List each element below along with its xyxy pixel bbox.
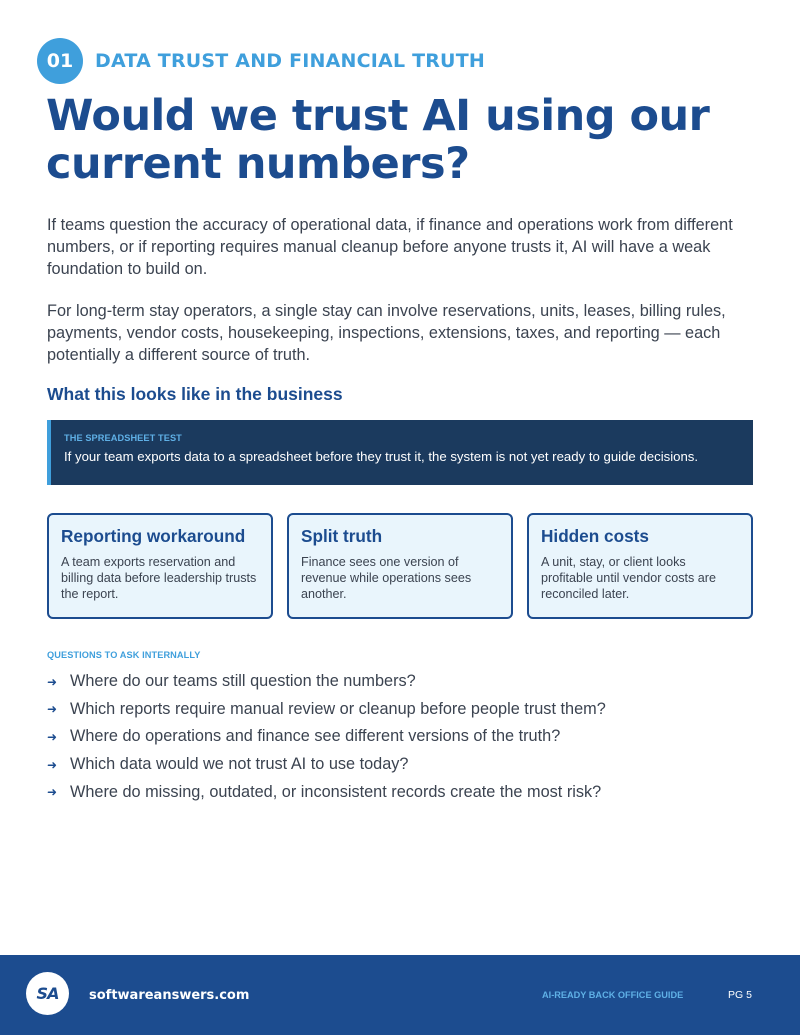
list-item [47, 778, 606, 806]
card-title: Split truth [301, 526, 383, 546]
arrow-right-icon: ➜ [47, 674, 58, 689]
page-title [46, 92, 746, 188]
business-subheading: What this looks like in the business [47, 384, 343, 404]
card-hidden-costs [527, 513, 753, 619]
softwareanswers-logo [26, 972, 69, 1015]
card-text: Finance sees one version of revenue while operations sees another. [301, 555, 472, 601]
logo-text: SA [36, 984, 59, 1003]
list-item [47, 751, 606, 779]
arrow-right-icon: ➜ [47, 702, 58, 717]
card-title: Hidden costs [541, 526, 649, 546]
section-header [37, 38, 485, 84]
card-text: A unit, stay, or client looks profitable until vendor costs are reconciled later. [541, 555, 717, 601]
page-title-line-2: current numbers? [46, 139, 470, 189]
spreadsheet-test-callout [47, 420, 753, 485]
page-number: PG 5 [728, 989, 752, 1001]
arrow-right-icon: ➜ [47, 729, 58, 744]
list-item [47, 668, 606, 696]
context-paragraph: For long-term stay operators, a single stay can involve reservations, units, leases, billing rules, payments, vendor costs, housekeeping, inspections, extensions, taxes, and reporting — each potentially a different source of truth. [47, 302, 726, 364]
callout-label: THE SPREADSHEET TEST [64, 433, 182, 443]
question-text: Which data would we not trust AI to use today? [70, 755, 409, 774]
callout-text: If your team exports data to a spreadsheet before they trust it, the system is not yet ready to guide decisions. [64, 449, 699, 464]
list-item [47, 723, 606, 751]
section-number-badge: 01 [37, 38, 83, 84]
page-title-line-1: Would we trust AI using our [46, 91, 710, 141]
question-text: Which reports require manual review or cleanup before people trust them? [70, 699, 606, 718]
card-split-truth [287, 513, 513, 619]
question-text: Where do operations and finance see different versions of the truth? [70, 727, 561, 746]
example-cards [47, 513, 753, 619]
question-text: Where do missing, outdated, or inconsistent records create the most risk? [70, 782, 602, 801]
intro-paragraph: If teams question the accuracy of operational data, if finance and operations work from different numbers, or if reporting requires manual cleanup before anyone trusts it, AI will have a weak foundation to build on. [47, 216, 733, 278]
page-footer [0, 955, 800, 1035]
card-reporting-workaround [47, 513, 273, 619]
list-item [47, 696, 606, 724]
section-label: DATA TRUST AND FINANCIAL TRUTH [95, 50, 485, 72]
card-title: Reporting workaround [61, 526, 246, 546]
arrow-right-icon: ➜ [47, 785, 58, 800]
footer-guide-title: AI-READY BACK OFFICE GUIDE [542, 990, 684, 1000]
card-text: A team exports reservation and billing data before leadership trusts the report. [61, 555, 257, 601]
question-text: Where do our teams still question the numbers? [70, 672, 416, 691]
arrow-right-icon: ➜ [47, 757, 58, 772]
questions-list [47, 668, 606, 806]
footer-site-link[interactable]: softwareanswers.com [89, 988, 250, 1003]
questions-label: QUESTIONS TO ASK INTERNALLY [47, 650, 201, 660]
